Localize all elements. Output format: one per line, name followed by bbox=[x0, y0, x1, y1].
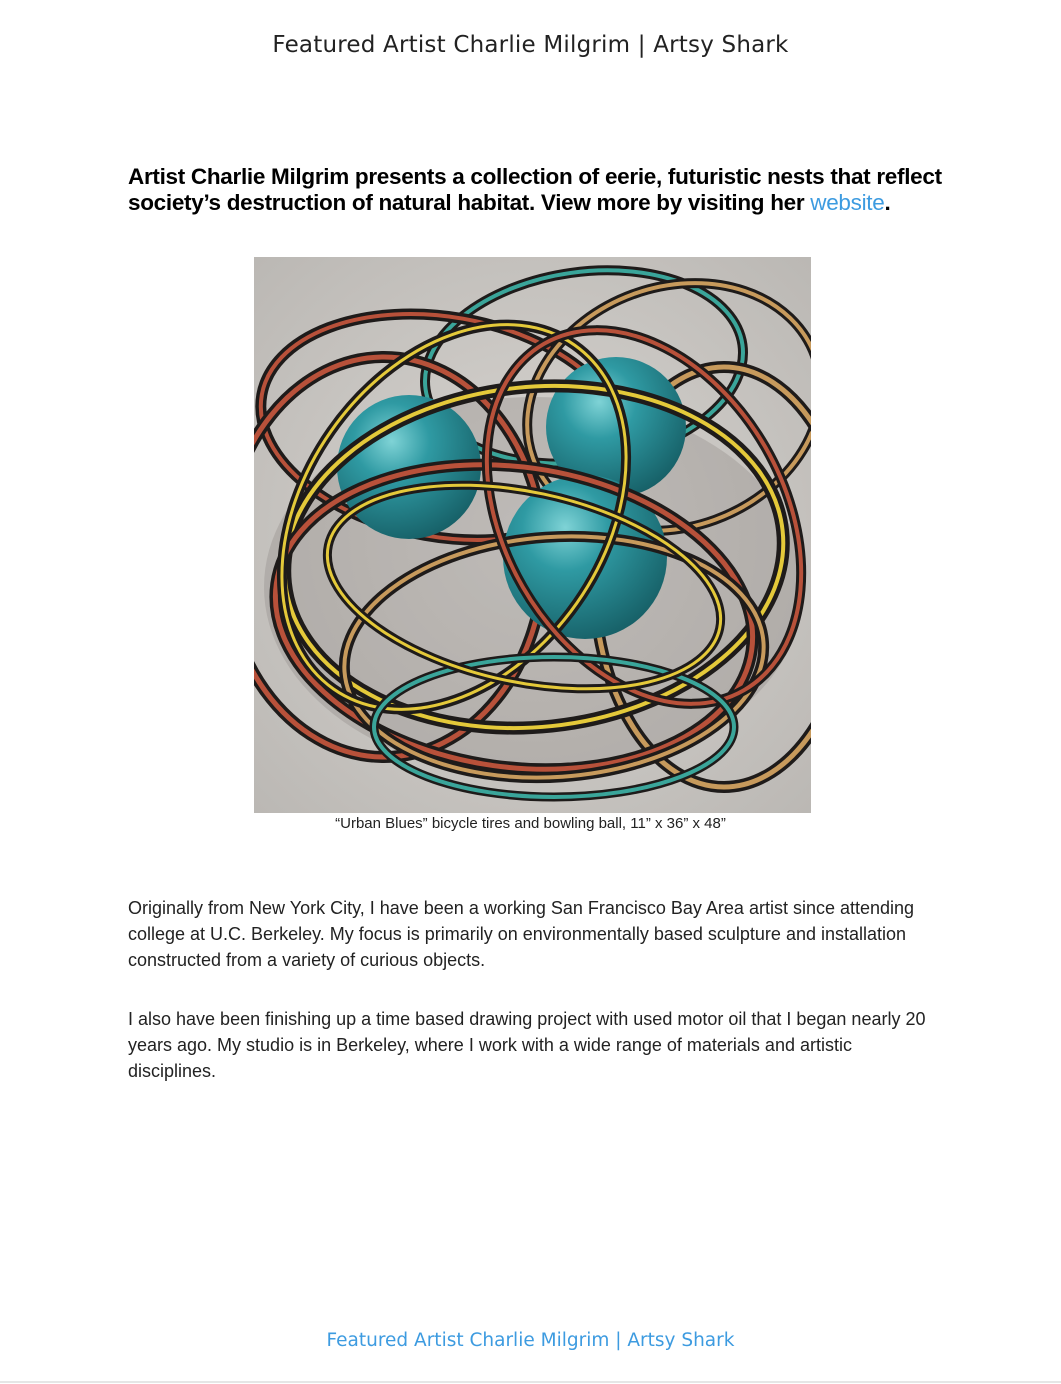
footer-source-link[interactable]: Featured Artist Charlie Milgrim | Artsy Shark bbox=[326, 1330, 735, 1351]
intro-paragraph bbox=[128, 164, 948, 216]
artwork-image bbox=[254, 257, 811, 813]
intro-text: Artist Charlie Milgrim presents a collection of eerie, futuristic nests that reflect society’s destruction of natural habitat. View more by visiting her bbox=[128, 164, 942, 215]
bio-paragraph-2: I also have been finishing up a time based drawing project with used motor oil that I began nearly 20 years ago. My studio is in Berkeley, where I work with a wide range of materials and artistic disciplines. bbox=[128, 1009, 926, 1081]
bio-paragraph-1: Originally from New York City, I have been a working San Francisco Bay Area artist since attending college at U.C. Berkeley. My focus is primarily on environmentally based sculpture and installation constructed from a variety of curious objects. bbox=[128, 898, 915, 970]
urban-blues-sculpture-image bbox=[254, 257, 811, 813]
website-link[interactable]: website bbox=[810, 190, 885, 215]
footer-divider bbox=[0, 1381, 1061, 1383]
page-title: Featured Artist Charlie Milgrim | Artsy Shark bbox=[272, 32, 789, 58]
image-caption: “Urban Blues” bicycle tires and bowling ball, 11” x 36” x 48” bbox=[335, 815, 726, 832]
intro-trailing: . bbox=[884, 190, 891, 215]
